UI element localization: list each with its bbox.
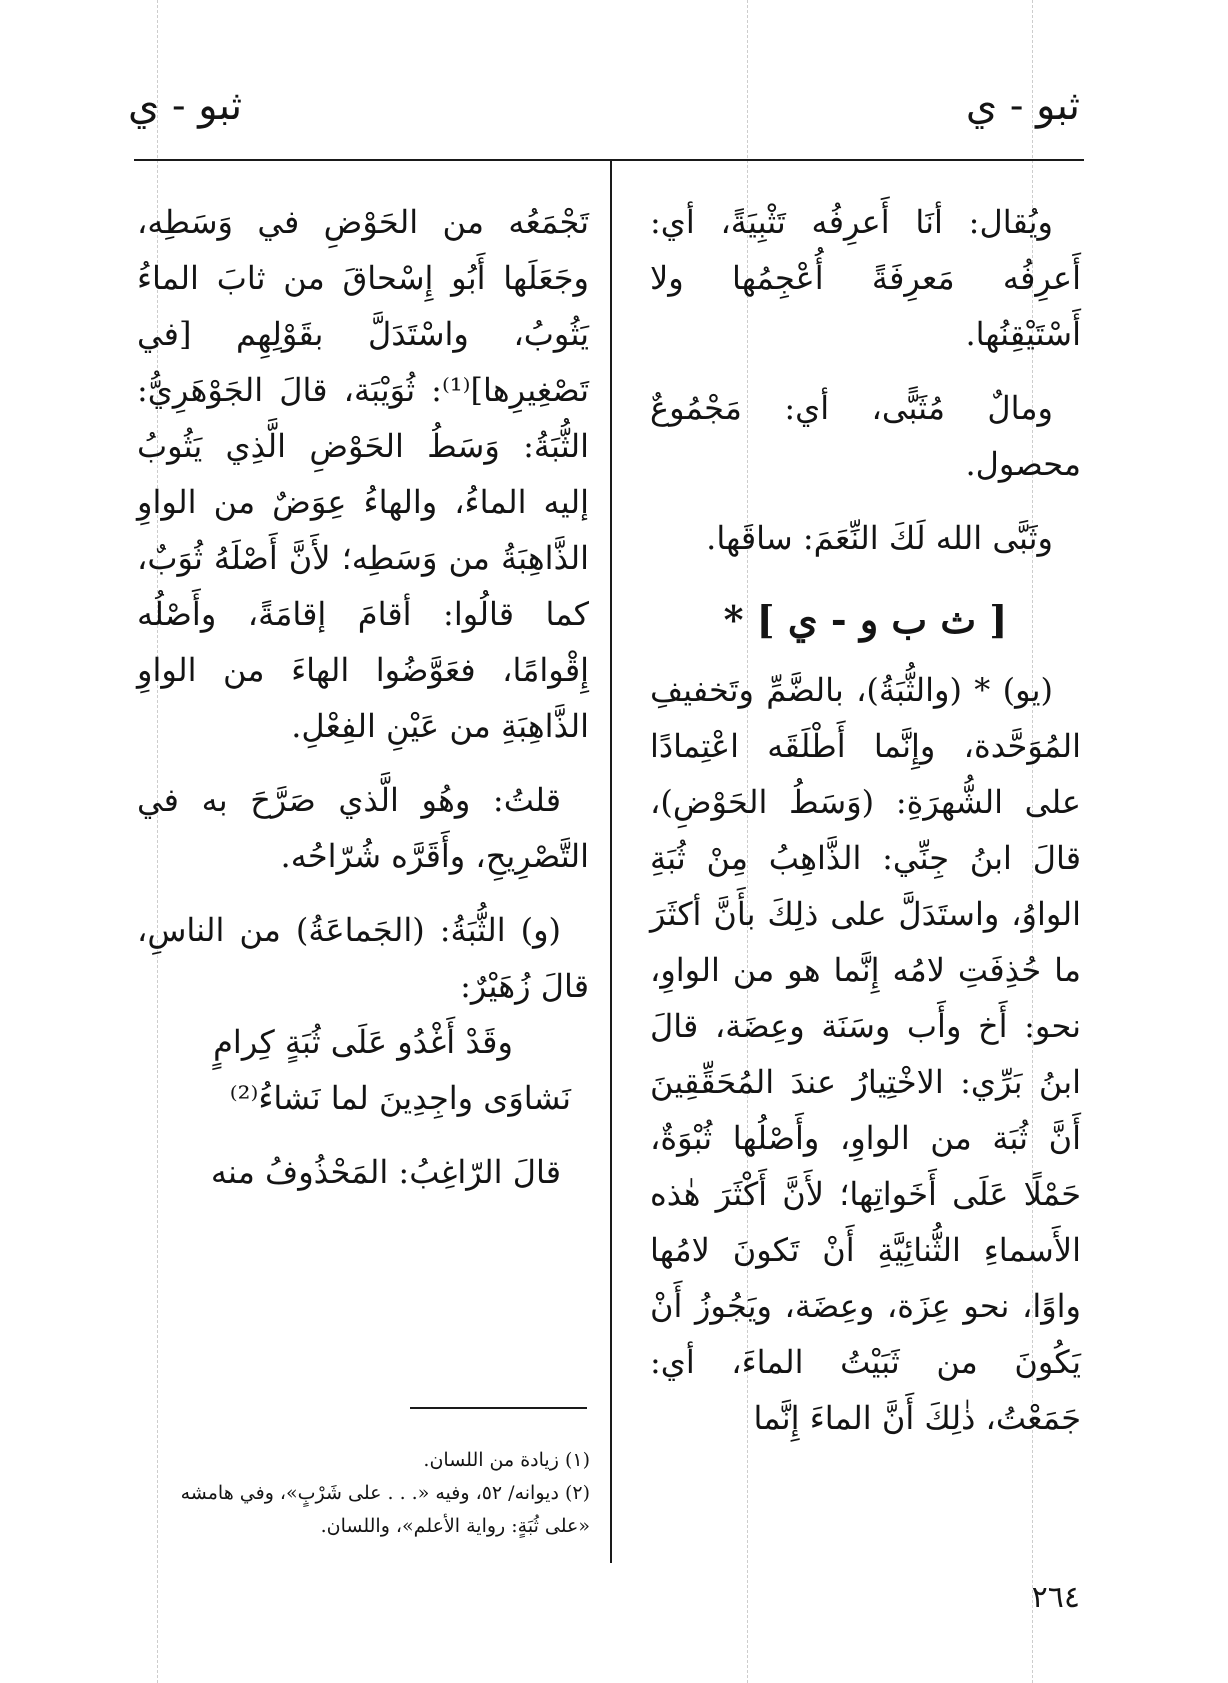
- entry-heading: [ ث ب و - ي ] *: [723, 597, 1008, 642]
- paragraph: وثَبَّى الله لَكَ النِّعَمَ: ساقَها.: [706, 519, 1053, 557]
- left-column: [137, 194, 589, 1200]
- paragraph: ويُقال: أنَا أَعرِفُه تَثْبِيَةً، أي: أَعرِفُه مَعرِفَةً أُعْجِمُها ولا أَسْتَيْقِنُها.: [650, 203, 1081, 353]
- paragraph: قلتُ: وهُو الَّذي صَرَّحَ به في التَّصْرِيحِ، وأَقَرَّه شُرّاحُه.: [137, 781, 589, 875]
- paragraph: (و) الثُّبَةُ: (الجَماعَةُ) من الناسِ، قالَ زُهَيْرٌ:: [137, 911, 589, 1005]
- footnote: (٢) ديوانه/ ٥٢، وفيه «. . . على شَرْبٍ»، وفي هامشه «على ثُبَةٍ: رواية الأعلم»، واللسان.: [180, 1482, 590, 1537]
- footnote: (١) زيادة من اللسان.: [423, 1449, 590, 1471]
- footnotes: [150, 1444, 590, 1543]
- column-divider: [610, 159, 612, 1563]
- paragraph: (يو) * (والثُّبَةُ)، بالضَّمِّ وتَخفيفِ المُوَحَّدة، وإِنَّما أَطْلَقَه اعْتِمادًا على الشُّهرَةِ: (وَسَطُ الحَوْضِ)، قالَ ابنُ جِنِّي: الذَّاهِبُ مِنْ ثُبَةِ الواوُ، واستَدَلَّ على ذلِكَ بأَنَّ أكثَرَ ما حُذِفَتِ لامُه إِنَّما هو من الواوِ، نحو: أَخ وأَب وسَنَة وعِضَة، قالَ ابنُ بَرِّي: الاخْتِيارُ عندَ المُحَقِّقِينَ أَنَّ ثُبَة من الواوِ، وأَصْلُها ثُبْوَةٌ، حَمْلًا عَلَى أَخَواتِها؛ لأَنَّ أَكْثَرَ هٰذه الأَسماءِ الثُّنائِيَّةِ أَنْ تَكونَ لامُها واوًا، نحو عِزَة، وعِضَة، ويَجُوزُ أَنْ يَكُونَ من ثَبَيْتُ الماءَ، أي: جَمَعْتُ، ذٰلِكَ أَنَّ الماءَ إِنَّما: [650, 671, 1081, 1437]
- right-column: [650, 194, 1081, 1446]
- verse-line: نَشاوَى واجِدِينَ لما نَشاءُ⁽²⁾: [229, 1079, 571, 1117]
- paragraph: قالَ الرّاغِبُ: المَحْذُوفُ منه: [210, 1153, 561, 1191]
- page-number: ٢٦٤: [1031, 1580, 1080, 1615]
- verse-line: وقَدْ أَغْدُو عَلَى ثُبَةٍ كِرامٍ: [213, 1023, 513, 1061]
- paragraph: تَجْمَعُه من الحَوْضِ في وَسَطِه، وجَعَلَها أَبُو إِسْحاقَ من ثابَ الماءُ يَثُوبُ، واسْتَدَلَّ بقَوْلِهِم [في تَصْغِيرِها]⁽¹⁾: ثُوَيْبَة، قالَ الجَوْهَرِيُّ: الثُّبَةُ: وَسَطُ الحَوْضِ الَّذِي يَثُوبُ إليه الماءُ، والهاءُ عِوَضٌ من الواوِ الذَّاهِبَةُ من وَسَطِه؛ لأَنَّ أَصْلَهُ ثُوَبٌ، كما قالُوا: أقامَ إقامَةً، وأَصْلُه إِقْوامًا، فعَوَّضُوا الهاءَ من الواوِ الذَّاهِبَةِ من عَيْنِ الفِعْلِ.: [137, 203, 589, 745]
- paragraph: ومالٌ مُثَبًّى، أي: مَجْمُوعٌ محصول.: [650, 389, 1081, 483]
- header-rule: [134, 159, 1084, 161]
- running-header-left: ثبو - ي: [128, 83, 243, 129]
- footnote-rule: [410, 1407, 587, 1409]
- running-header-right: ثبو - ي: [965, 83, 1080, 129]
